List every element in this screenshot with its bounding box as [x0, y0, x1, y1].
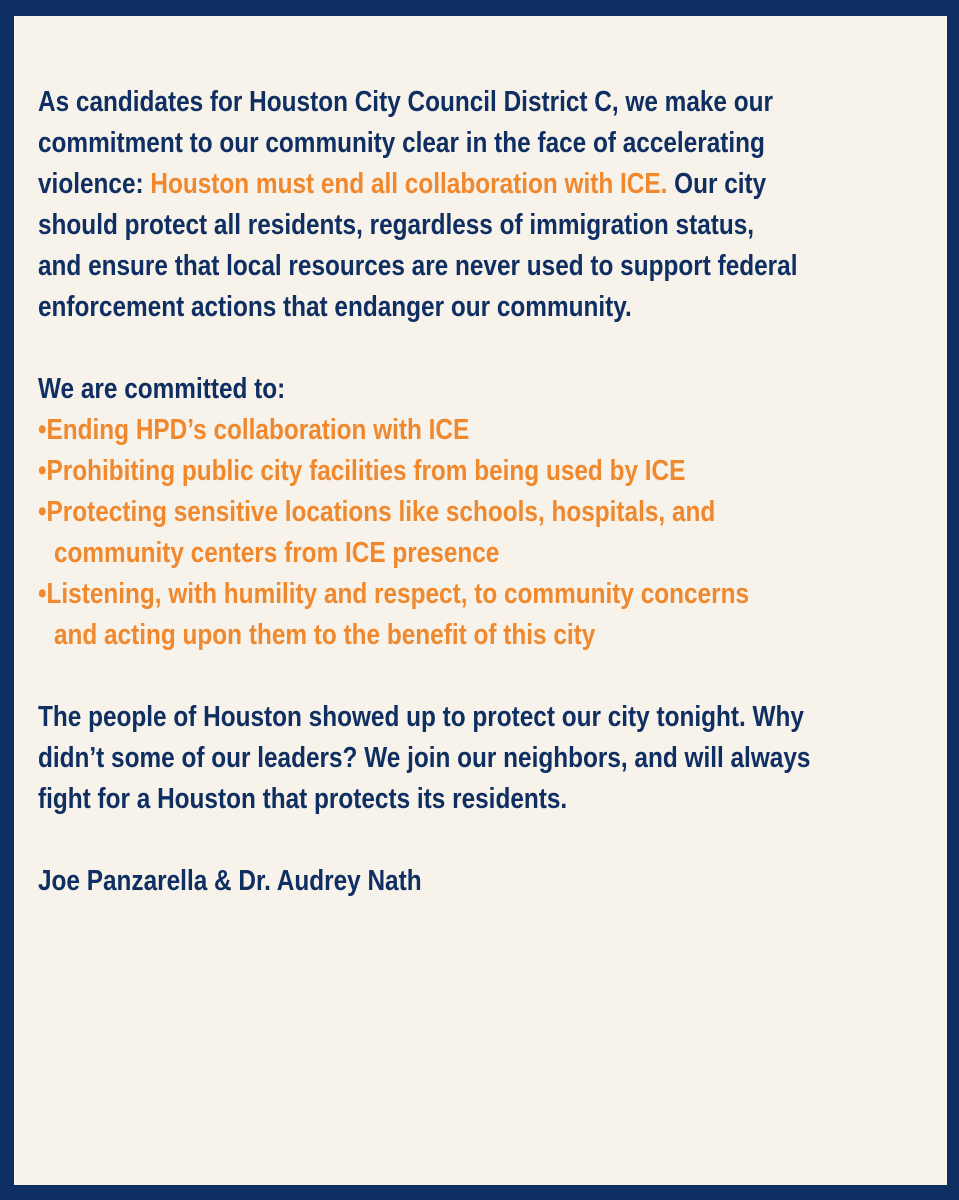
- intro-line: and ensure that local resources are never used to support federal: [38, 250, 798, 282]
- commitment-item: •Listening, with humility and respect, to community concerns: [38, 578, 750, 610]
- commitment-item: •Protecting sensitive locations like schools, hospitals, and: [38, 496, 716, 528]
- intro-line: should protect all residents, regardless of immigration status,: [38, 209, 755, 241]
- statement-text: [38, 82, 949, 902]
- intro-line-end: Our city: [667, 168, 767, 200]
- commitments-heading: We are committed to:: [38, 373, 286, 405]
- intro-line-start: violence:: [38, 168, 151, 200]
- commitments-section: [38, 369, 949, 656]
- closing-line: didn’t some of our leaders? We join our neighbors, and will always: [38, 742, 811, 774]
- paragraph-gap: [38, 820, 949, 861]
- highlight-demand: Houston must end all collaboration with ICE.: [150, 168, 668, 200]
- paragraph-gap: [38, 656, 949, 697]
- commitment-item-continuation: community centers from ICE presence: [53, 537, 500, 569]
- commitment-item-continuation: and acting upon them to the benefit of this city: [53, 619, 596, 651]
- intro-line: enforcement actions that endanger our community.: [38, 291, 632, 323]
- commitment-item: •Ending HPD’s collaboration with ICE: [38, 414, 470, 446]
- closing-line: fight for a Houston that protects its residents.: [38, 783, 568, 815]
- intro-line: As candidates for Houston City Council District C, we make our: [38, 86, 773, 118]
- intro-line: commitment to our community clear in the face of accelerating: [38, 127, 765, 159]
- signature: Joe Panzarella & Dr. Audrey Nath: [38, 865, 422, 897]
- paragraph-gap: [38, 328, 949, 369]
- statement-card: [14, 16, 947, 1185]
- closing-paragraph: [38, 697, 949, 820]
- intro-paragraph: [38, 82, 949, 328]
- commitment-item: •Prohibiting public city facilities from being used by ICE: [38, 455, 686, 487]
- intro-line: [38, 164, 949, 205]
- closing-line: The people of Houston showed up to protect our city tonight. Why: [38, 701, 804, 733]
